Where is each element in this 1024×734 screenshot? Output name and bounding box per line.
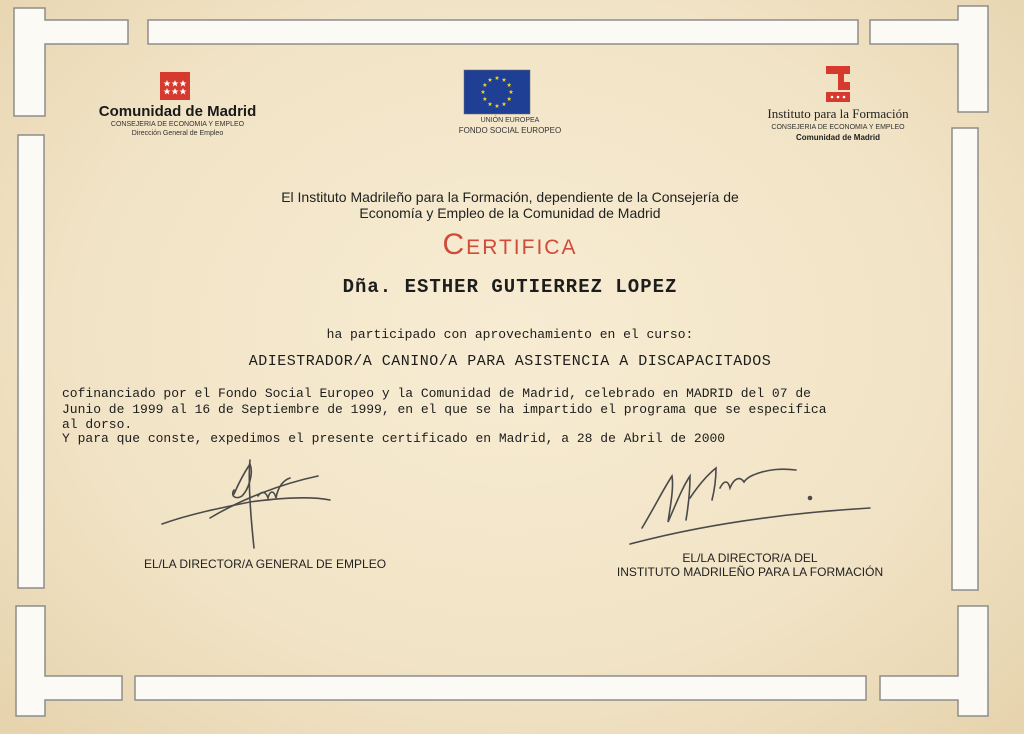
right-signatory-title-1: EL/LA DIRECTOR/A DEL — [682, 551, 818, 565]
right-signature — [620, 458, 890, 553]
participation-statement: ha participado con aprovechamiento en el curso: — [326, 327, 694, 342]
instituto-name: Instituto para la Formación — [767, 106, 909, 121]
border-left — [18, 135, 44, 588]
intro-line-1: El Instituto Madrileño para la Formación, dependiente de la Consejería de — [281, 189, 739, 205]
border-top — [148, 20, 858, 44]
issue-statement: Y para que conste, expedimos el presente certificado en Madrid, a 28 de Abril de 2000 — [62, 431, 726, 446]
border-bottom — [135, 676, 866, 700]
course-details: cofinanciado por el Fondo Social Europeo y la Comunidad de Madrid, celebrado en MADRID del 07 de Junio de 1999 al 16 de Septiembre de 1999, en el que se ha impartido el programa que se especifica al dorso. — [62, 386, 827, 432]
course-title: ADIESTRADOR/A CANINO/A PARA ASISTENCIA A DISCAPACITADOS — [248, 353, 772, 370]
right-signatory-title-2: INSTITUTO MADRILEÑO PARA LA FORMACIÓN — [616, 565, 884, 579]
border-corner-tr — [870, 6, 988, 112]
border-corner-br — [880, 606, 988, 716]
instituto-logo-icon — [824, 64, 852, 104]
border-corner-tl — [14, 8, 128, 116]
comunidad-madrid-name: Comunidad de Madrid — [98, 103, 257, 120]
certificate-heading: Certifica — [442, 228, 578, 261]
instituto-region: Comunidad de Madrid — [796, 133, 880, 142]
comunidad-madrid-dept: CONSEJERIA DE ECONOMIA Y EMPLEO — [110, 121, 245, 128]
comunidad-madrid-direction: Dirección General de Empleo — [131, 130, 224, 137]
intro-line-2: Economía y Empleo de la Comunidad de Madrid — [359, 205, 661, 221]
madrid-flag-icon — [160, 72, 190, 100]
eu-fund: FONDO SOCIAL EUROPEO — [458, 126, 562, 135]
left-signature — [150, 450, 350, 555]
recipient-name: Dña. ESTHER GUTIERREZ LOPEZ — [342, 276, 678, 298]
eu-flag-icon — [464, 70, 530, 114]
border-corner-bl — [16, 606, 122, 716]
left-signatory-title: EL/LA DIRECTOR/A GENERAL DE EMPLEO — [143, 557, 387, 571]
eu-name: UNIÓN EUROPEA — [480, 117, 540, 124]
instituto-dept: CONSEJERIA DE ECONOMIA Y EMPLEO — [771, 124, 905, 131]
border-right — [952, 128, 978, 590]
